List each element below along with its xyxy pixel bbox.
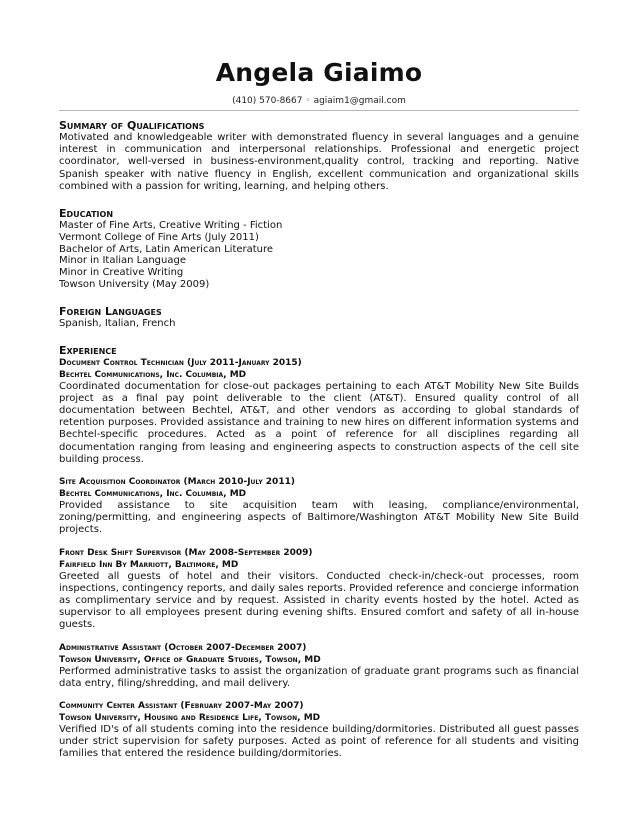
job-entry — [59, 547, 579, 632]
job-organization: Towson University, Housing and Residence Life, Towson, MD — [59, 713, 321, 724]
job-organization: Fairfield Inn By Marriott, Baltimore, MD — [59, 559, 239, 570]
job-organization: Bechtel Communications, Inc. Columbia, MD — [59, 369, 247, 380]
job-description: Coordinated documentation for close-out packages pertaining to each AT&T Mobility New Site Builds project as a final pay point deliverable to the client (AT&T). Ensured quality control of all documentation between Bechtel, AT&T, and other vendors as according to global standards of retention purposes. Provided assistance and training to new hires on different information systems and Bechtel-specific procedures. Acted as a point of reference for all disciplines regarding all documentation ranging from leasing and engineering aspects to construction aspects of the cell site building process. — [59, 380, 579, 465]
education-heading: Education — [59, 207, 114, 221]
job-organization: Bechtel Communications, Inc. Columbia, MD — [59, 489, 247, 500]
job-title: Administrative Assistant (October 2007-December 2007) — [59, 642, 307, 653]
job-description: Greeted all guests of hotel and their visitors. Conducted check-in/check-out processes, room inspections, contingency reports, and daily sales reports. Provided reference and concierge information as complimentary service and by request. Assisted in charity events hosted by the hotel. Acted as supervisor to all employees present during evening shifts. Ensured comfort and safety of all in-house guests. — [59, 570, 579, 631]
education-line: Towson University (May 2009) — [59, 279, 210, 290]
education-line: Master of Fine Arts, Creative Writing - Fiction — [59, 220, 283, 232]
job-description: Performed administrative tasks to assist the organization of graduate grant programs such as financial data entry, filing/shredding, and mail delivery. — [59, 665, 579, 689]
candidate-name: Angela Giaimo — [215, 58, 423, 87]
languages-section — [59, 305, 579, 330]
summary-text: Motivated and knowledgeable writer with demonstrated fluency in several languages and a genuine interest in communication and interpersonal relationships. Professional and energetic project coordinator, well-versed in business-environment,quality control, tracking and reporting. Native Spanish speaker with native fluency in English, excellent communication and organizational skills combined with a passion for writing, learning, and helping others. — [59, 132, 579, 192]
header-divider — [59, 110, 579, 111]
contact-separator: ◦ — [305, 96, 311, 106]
resume-content — [59, 119, 579, 775]
job-description: Verified ID's of all students coming into the residence building/dormitories. Distributed all guest passes under strict supervision for safety purposes. Acted as point of reference for all students and visiting families that entered the residence building/dormitories. — [59, 724, 579, 760]
education-line: Bachelor of Arts, Latin American Literature — [59, 243, 274, 255]
email-address: agiaim1@gmail.com — [313, 96, 406, 106]
summary-section — [59, 119, 579, 193]
job-entry — [59, 357, 579, 466]
experience-section — [59, 344, 579, 761]
job-title: Front Desk Shift Supervisor (May 2008-September 2009) — [59, 547, 313, 558]
job-title: Community Center Assistant (February 2007-May 2007) — [59, 701, 304, 712]
job-organization: Towson University, Office of Graduate Studies, Towson, MD — [59, 654, 321, 665]
summary-heading: Summary of Qualifications — [59, 119, 205, 132]
job-entry — [59, 700, 579, 761]
job-entry — [59, 476, 579, 537]
job-description: Provided assistance to site acquisition team with leasing, compliance/environmental, zoning/permitting, and engineering aspects of Baltimore/Washington AT&T Mobility New Site Build projects. — [59, 500, 579, 536]
job-entry — [59, 642, 579, 690]
experience-heading: Experience — [59, 343, 117, 357]
contact-line — [59, 96, 579, 106]
education-line: Vermont College of Fine Arts (July 2011) — [59, 231, 259, 243]
languages-text: Spanish, Italian, French — [59, 317, 176, 329]
education-line: Minor in Italian Language — [59, 255, 186, 267]
education-line: Minor in Creative Writing — [59, 267, 184, 279]
job-title: Site Acquisition Coordinator (March 2010-July 2011) — [59, 477, 295, 488]
phone-number: (410) 570-8667 — [232, 96, 303, 106]
languages-heading: Foreign Languages — [59, 304, 162, 318]
education-section — [59, 207, 579, 291]
job-title: Document Control Technician (July 2011-January 2015) — [59, 357, 302, 368]
